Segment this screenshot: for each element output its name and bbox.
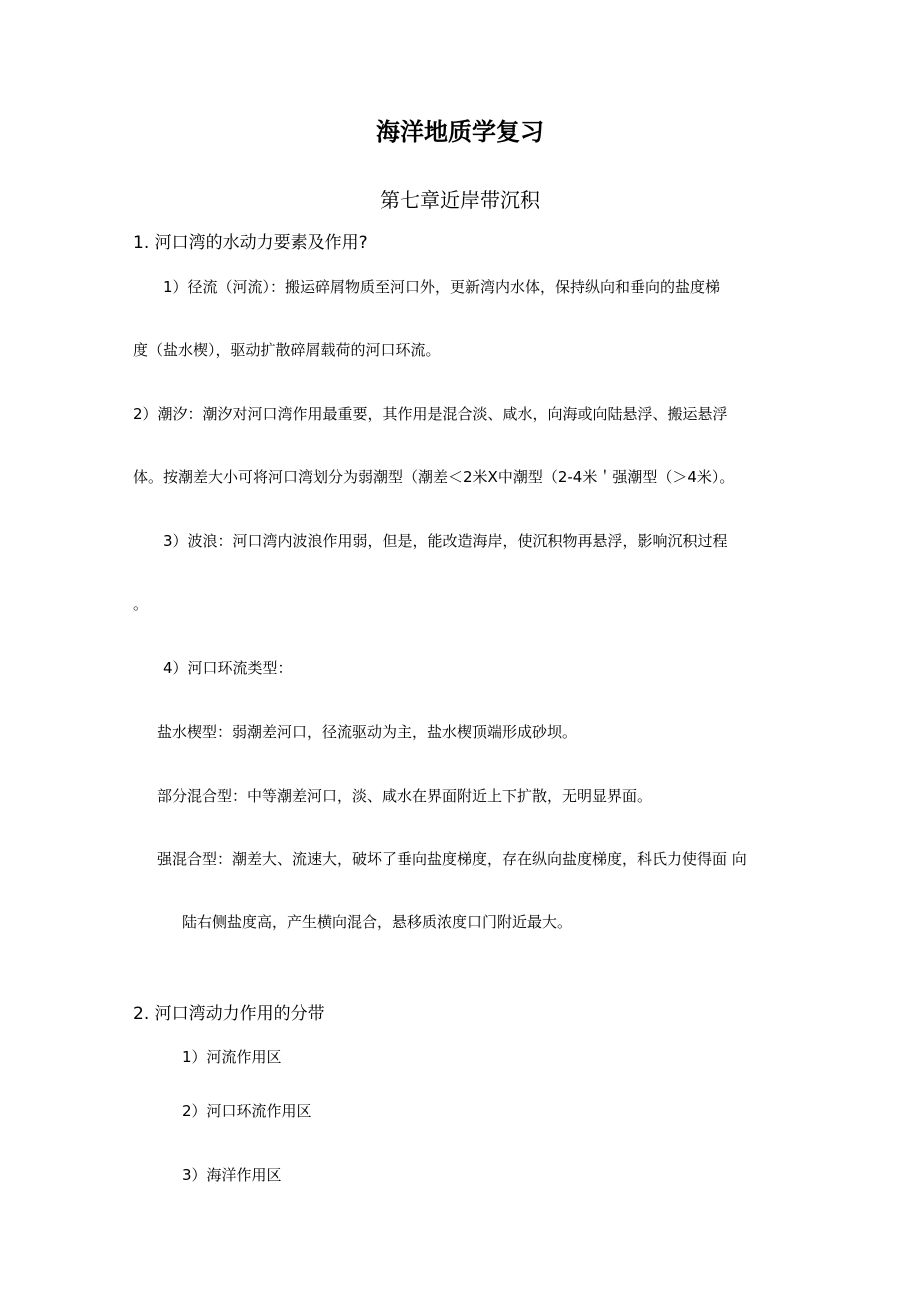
wave-paragraph-line-1: 3）波浪：河口湾内波浪作用弱，但是，能改造海岸，使沉积物再悬浮，影响沉积过程 (163, 532, 728, 550)
zone-item: 1）河流作用区 (182, 1048, 282, 1066)
section-1-heading: 1. 河口湾的水动力要素及作用? (133, 233, 368, 253)
salt-wedge-type: 盐水楔型：弱潮差河口，径流驱动为主，盐水楔顶端形成砂坝。 (157, 723, 578, 741)
zone-item: 3）海洋作用区 (182, 1166, 282, 1184)
runoff-paragraph-line-1: 1）径流（河流）：搬运碎屑物质至河口外，更新湾内水体，保持纵向和垂向的盐度梯 (163, 278, 721, 296)
well-mixed-type-line-1: 强混合型：潮差大、流速大，破坏了垂向盐度梯度，存在纵向盐度梯度，科氏力使得面 向 (157, 850, 747, 868)
section-2-heading: 2. 河口湾动力作用的分带 (133, 1004, 325, 1024)
well-mixed-type-line-2: 陆右侧盐度高，产生横向混合，悬移质浓度口门附近最大。 (182, 913, 573, 931)
zone-item: 2）河口环流作用区 (182, 1102, 312, 1120)
tide-paragraph-line-2: 体。按潮差大小可将河口湾划分为弱潮型（潮差＜2米X中潮型（2-4米＇强潮型（＞4米）。 (133, 468, 735, 486)
partially-mixed-type: 部分混合型：中等潮差河口，淡、咸水在界面附近上下扩散，无明显界面。 (157, 787, 653, 805)
wave-paragraph-line-2: 。 (133, 595, 149, 613)
document-title: 海洋地质学复习 (376, 118, 544, 146)
runoff-paragraph-line-2: 度（盐水楔），驱动扩散碎屑载荷的河口环流。 (133, 341, 441, 359)
tide-paragraph-line-1: 2）潮汐：潮汐对河口湾作用最重要，其作用是混合淡、咸水，向海或向陆悬浮、搬运悬浮 (133, 405, 728, 423)
chapter-heading: 第七章近岸带沉积 (380, 188, 540, 212)
circulation-types-heading: 4）河口环流类型： (163, 659, 293, 677)
